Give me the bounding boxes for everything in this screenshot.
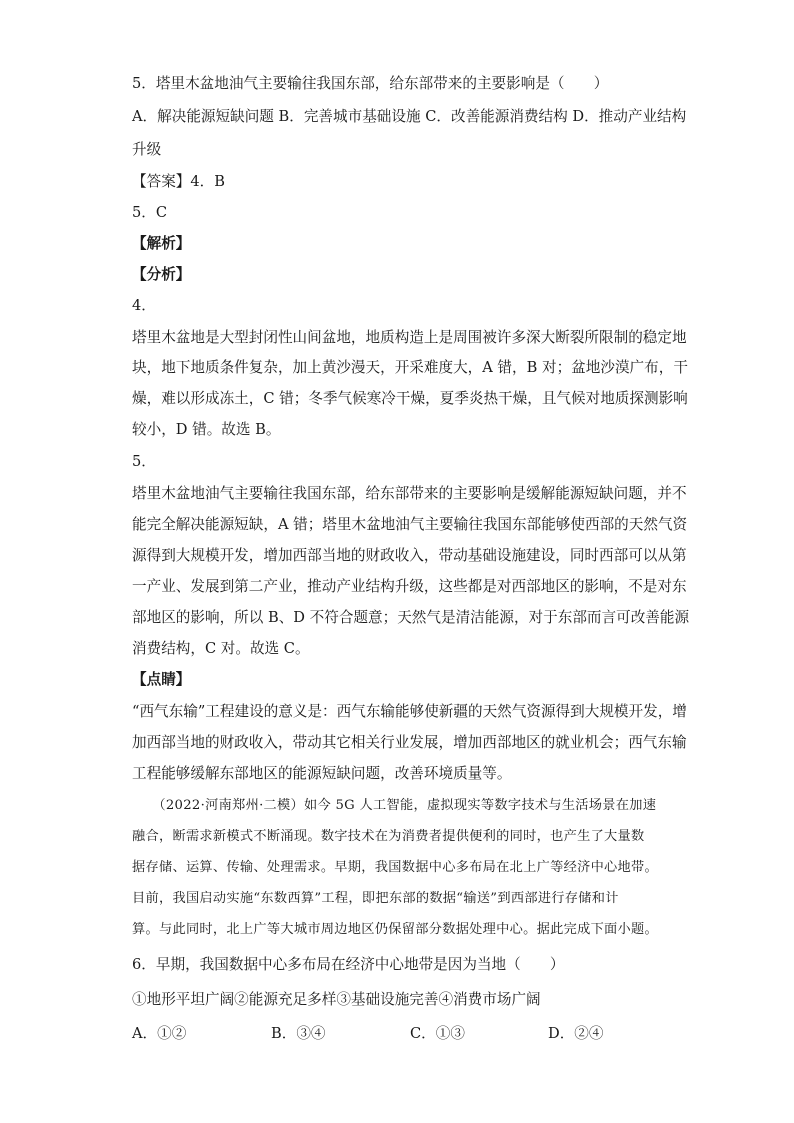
analysis-5-line: 部地区的影响，所以 B、D 不符合题意；天然气是清洁能源，对于东部而言可改善能源 <box>132 609 690 626</box>
q5-options-line2: 升级 <box>132 141 162 158</box>
jiexi-label: 【解析】 <box>132 235 191 252</box>
material-line: 算。与此同时，北上广等大城市周边地区仍保留部分数据处理中心。据此完成下面小题。 <box>132 922 659 937</box>
fenxi-label: 【分析】 <box>132 266 191 283</box>
material-line: 据存储、运算、传输、处理需求。早期，我国数据中心多布局在北上广等经济中心地带。 <box>132 860 659 875</box>
analysis-5-line: 消费结构，C 对。故选 C。 <box>132 640 310 657</box>
analysis-5-line: 源得到大规模开发，增加西部当地的财政收入，带动基础设施建设，同时西部可以从第 <box>132 547 687 564</box>
q6-option-a: A．①② <box>132 1025 187 1042</box>
analysis-4-line: 塔里木盆地是大型封闭性山间盆地，地质构造上是周围被许多深大断裂所限制的稳定地 <box>132 329 687 346</box>
material-line: 融合，断需求新模式不断涌现。数字技术在为消费者提供便利的同时，也产生了大量数 <box>132 829 645 844</box>
analysis-5-line: 塔里木盆地油气主要输往我国东部，给东部带来的主要影响是缓解能源短缺问题，并不 <box>132 485 687 502</box>
analysis-4-line: 块，地下地质条件复杂，加上黄沙漫天，开采难度大，A 错，B 对；盆地沙漠广布，干 <box>132 359 688 376</box>
material-line: （2022·河南郑州·二模）如今 5G 人工智能，虚拟现实等数字技术与生活场景在加速 <box>132 798 657 813</box>
material-line: 目前，我国启动实施“东数西算”工程，即把东部的数据“输送”到西部进行存储和计 <box>132 891 619 906</box>
dianjing-line: 加西部当地的财政收入，带动其它相关行业发展，增加西部地区的就业机会；西气东输 <box>132 734 687 751</box>
analysis-5-number: 5． <box>132 453 156 470</box>
answer-5: 5．C <box>132 204 168 221</box>
dianjing-label: 【点睛】 <box>132 671 191 688</box>
q6-option-c: C．①③ <box>410 1025 465 1042</box>
answer-label: 【答案】4．B <box>132 173 225 190</box>
q6-option-b: B．③④ <box>271 1025 326 1042</box>
q6-option-d: D．②④ <box>548 1025 604 1042</box>
analysis-4-line: 较小，D 错。故选 B。 <box>132 421 281 438</box>
q6-items: ①地形平坦广阔②能源充足多样③基础设施完善④消费市场广阔 <box>132 991 541 1008</box>
q5-options-line1: A．解决能源短缺问题 B．完善城市基础设施 C．改善能源消费结构 D．推动产业结构 <box>132 108 687 125</box>
q5-stem: 5．塔里木盆地油气主要输往我国东部，给东部带来的主要影响是（ ） <box>132 75 609 92</box>
analysis-5-line: 能完全解决能源短缺，A 错；塔里木盆地油气主要输往我国东部能够使西部的天然气资 <box>132 516 688 533</box>
analysis-5-line: 一产业、发展到第二产业，推动产业结构升级，这些都是对西部地区的影响，不是对东 <box>132 578 687 595</box>
dianjing-line: “西气东输”工程建设的意义是：西气东输能够使新疆的天然气资源得到大规模开发，增 <box>132 703 687 720</box>
analysis-4-number: 4． <box>132 297 156 314</box>
analysis-4-line: 燥，难以形成冻土，C 错；冬季气候寒冷干燥，夏季炎热干燥，且气候对地质探测影响 <box>132 390 688 407</box>
dianjing-line: 工程能够缓解东部地区的能源短缺问题，改善环境质量等。 <box>132 765 512 782</box>
q6-stem: 6．早期，我国数据中心多布局在经济中心地带是因为当地（ ） <box>132 956 565 973</box>
